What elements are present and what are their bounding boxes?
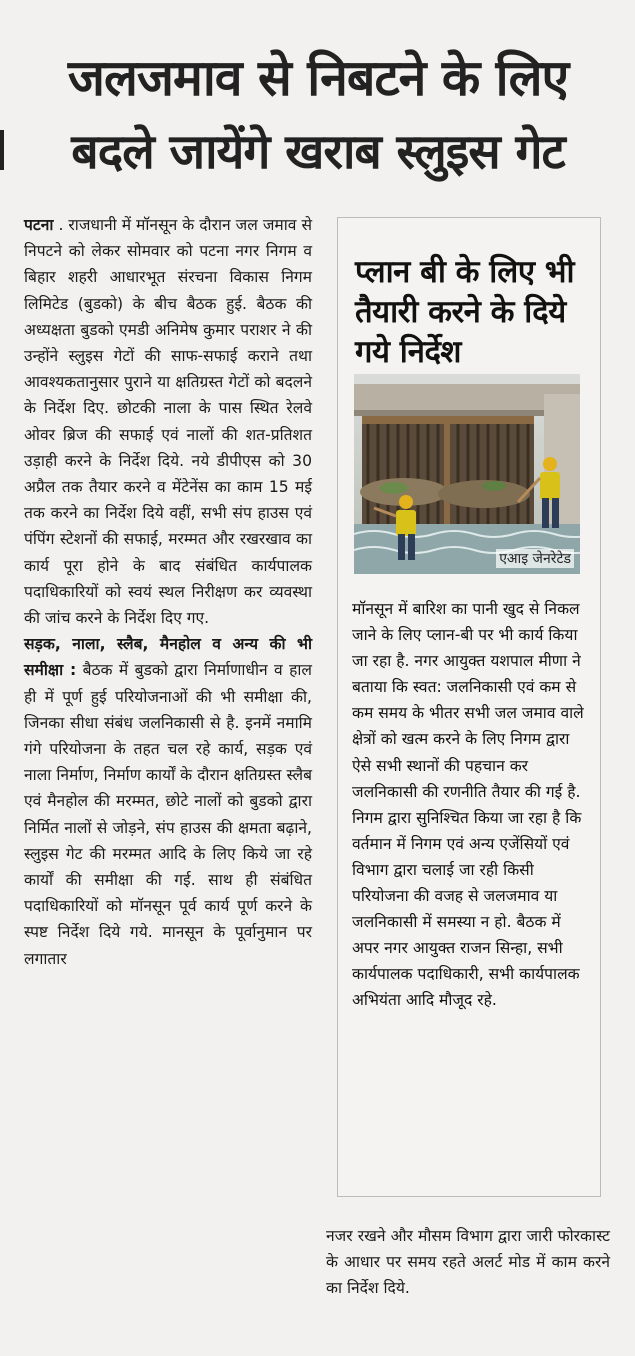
dateline: पटना [24,216,54,234]
article-text-1: . राजधानी में मॉनसून के दौरान जल जमाव से निपटने को लेकर सोमवार को पटना नगर निगम व बिहार शहरी आधारभूत संरचना विकास निगम लिमिटेड (बुडको) के बीच बैठक हुई. बैठक की अध्यक्षता बुडको एमडी अनिमेष कुमार पराशर ने की उन्होंने स्लुइस गेटों की साफ-सफाई कराने तथा आवश्यकतानुसार पुराने या क्षतिग्रस्त गेटों को बदलने के निर्देश दिए. छोटकी नाला के पास स्थित रेलवे ओवर ब्रिज की सफाई एवं नालों की शत-प्रतिशत उड़ाही करने के निर्देश दिये. नये डीपीएस को 30 अप्रैल तक तैयार करने व मेंटेनेंस का काम 15 मई तक करने का निर्देश दिये वहीं, सभी संप हाउस एवं पंपिंग स्टेशनों की सफाई, मरम्मत और रखरखाव का कार्य पूरा होने के बाद संबंधित कार्यपालक पदाधिकारियों को स्वयं स्थल निरीक्षण कर व्यवस्था की जांच करने के निर्देश दिए गए. [24,216,312,628]
headline-line-2: बदले जायेंगे खराब स्लुइस गेट [71,124,565,180]
sidebar-title: प्लान बी के लिए भी तैयारी करने के दिये गये निर्देश [355,254,575,370]
sidebar-box [337,217,601,1197]
ai-generated-illustration [354,374,580,574]
subheading: सड़क, नाला, स्लैब, मैनहोल व अन्य की भी समीक्षा : [24,635,312,680]
article-paragraph-2 [24,631,312,972]
article-text-2: बैठक में बुडको द्वारा निर्माणाधीन व हाल ही में पूर्ण हुई परियोजनाओं की भी समीक्षा की, जिनका सीधा संबंध जलनिकासी से है. इनमें नमामि गंगे परियोजना के तहत चल रहे कार्य, सड़क एवं नाला निर्माण, निर्माण कार्यों के दौरान क्षतिग्रस्त स्लैब एवं मैनहोल की मरम्मत, छोटे नालों को बुडको द्वारा निर्मित नालों से जोड़ने, संप हाउस की क्षमता बढ़ाने, स्लुइस गेट की मरम्मत आदि के लिए किये जा रहे कार्यों की समीक्षा की गई. साथ ही संबंधित पदाधिकारियों को मॉनसून पूर्व कार्य पूर्ण करने के स्पष्ट निर्देश दिये गये. मानसून के पूर्वानुमान पर लगातार [24,661,312,968]
article-paragraph-1 [24,212,312,631]
article-left-column [24,212,312,972]
article-continuation: नजर रखने और मौसम विभाग द्वारा जारी फोरकास्ट के आधार पर समय रहते अलर्ट मोड में काम करने का निर्देश दिये. [326,1227,610,1298]
ai-generated-label: एआइ जेनरेटेड [496,549,574,568]
sluice-gate-illustration [354,374,580,574]
column-edge-mark [0,130,4,170]
sidebar-body: मॉनसून में बारिश का पानी खुद से निकल जाने के लिए प्लान-बी पर भी कार्य किया जा रहा है. नगर आयुक्त यशपाल मीणा ने बताया कि स्वत: जलनिकासी एवं कम से कम समय के भीतर सभी जल जमाव वाले क्षेत्रों को खत्म करने के लिए निगम द्वारा ऐसे सभी स्थानों की पहचान कर जलनिकासी की रणनीति तैयार की गई है. निगम द्वारा सुनिश्चित किया जा रहा है कि वर्तमान में निगम एवं अन्य एजेंसियों एवं विभाग द्वारा चलाई जा रही किसी परियोजना की वजह से जलजमाव या जलनिकासी में समस्या न हो. बैठक में अपर नगर आयुक्त राजन सिन्हा, सभी कार्यपालक पदाधिकारी, सभी कार्यपालक अभियंता आदि मौजूद रहे. [352,600,584,1010]
headline-line-1: जलजमाव से निबटने के लिए [67,49,569,107]
